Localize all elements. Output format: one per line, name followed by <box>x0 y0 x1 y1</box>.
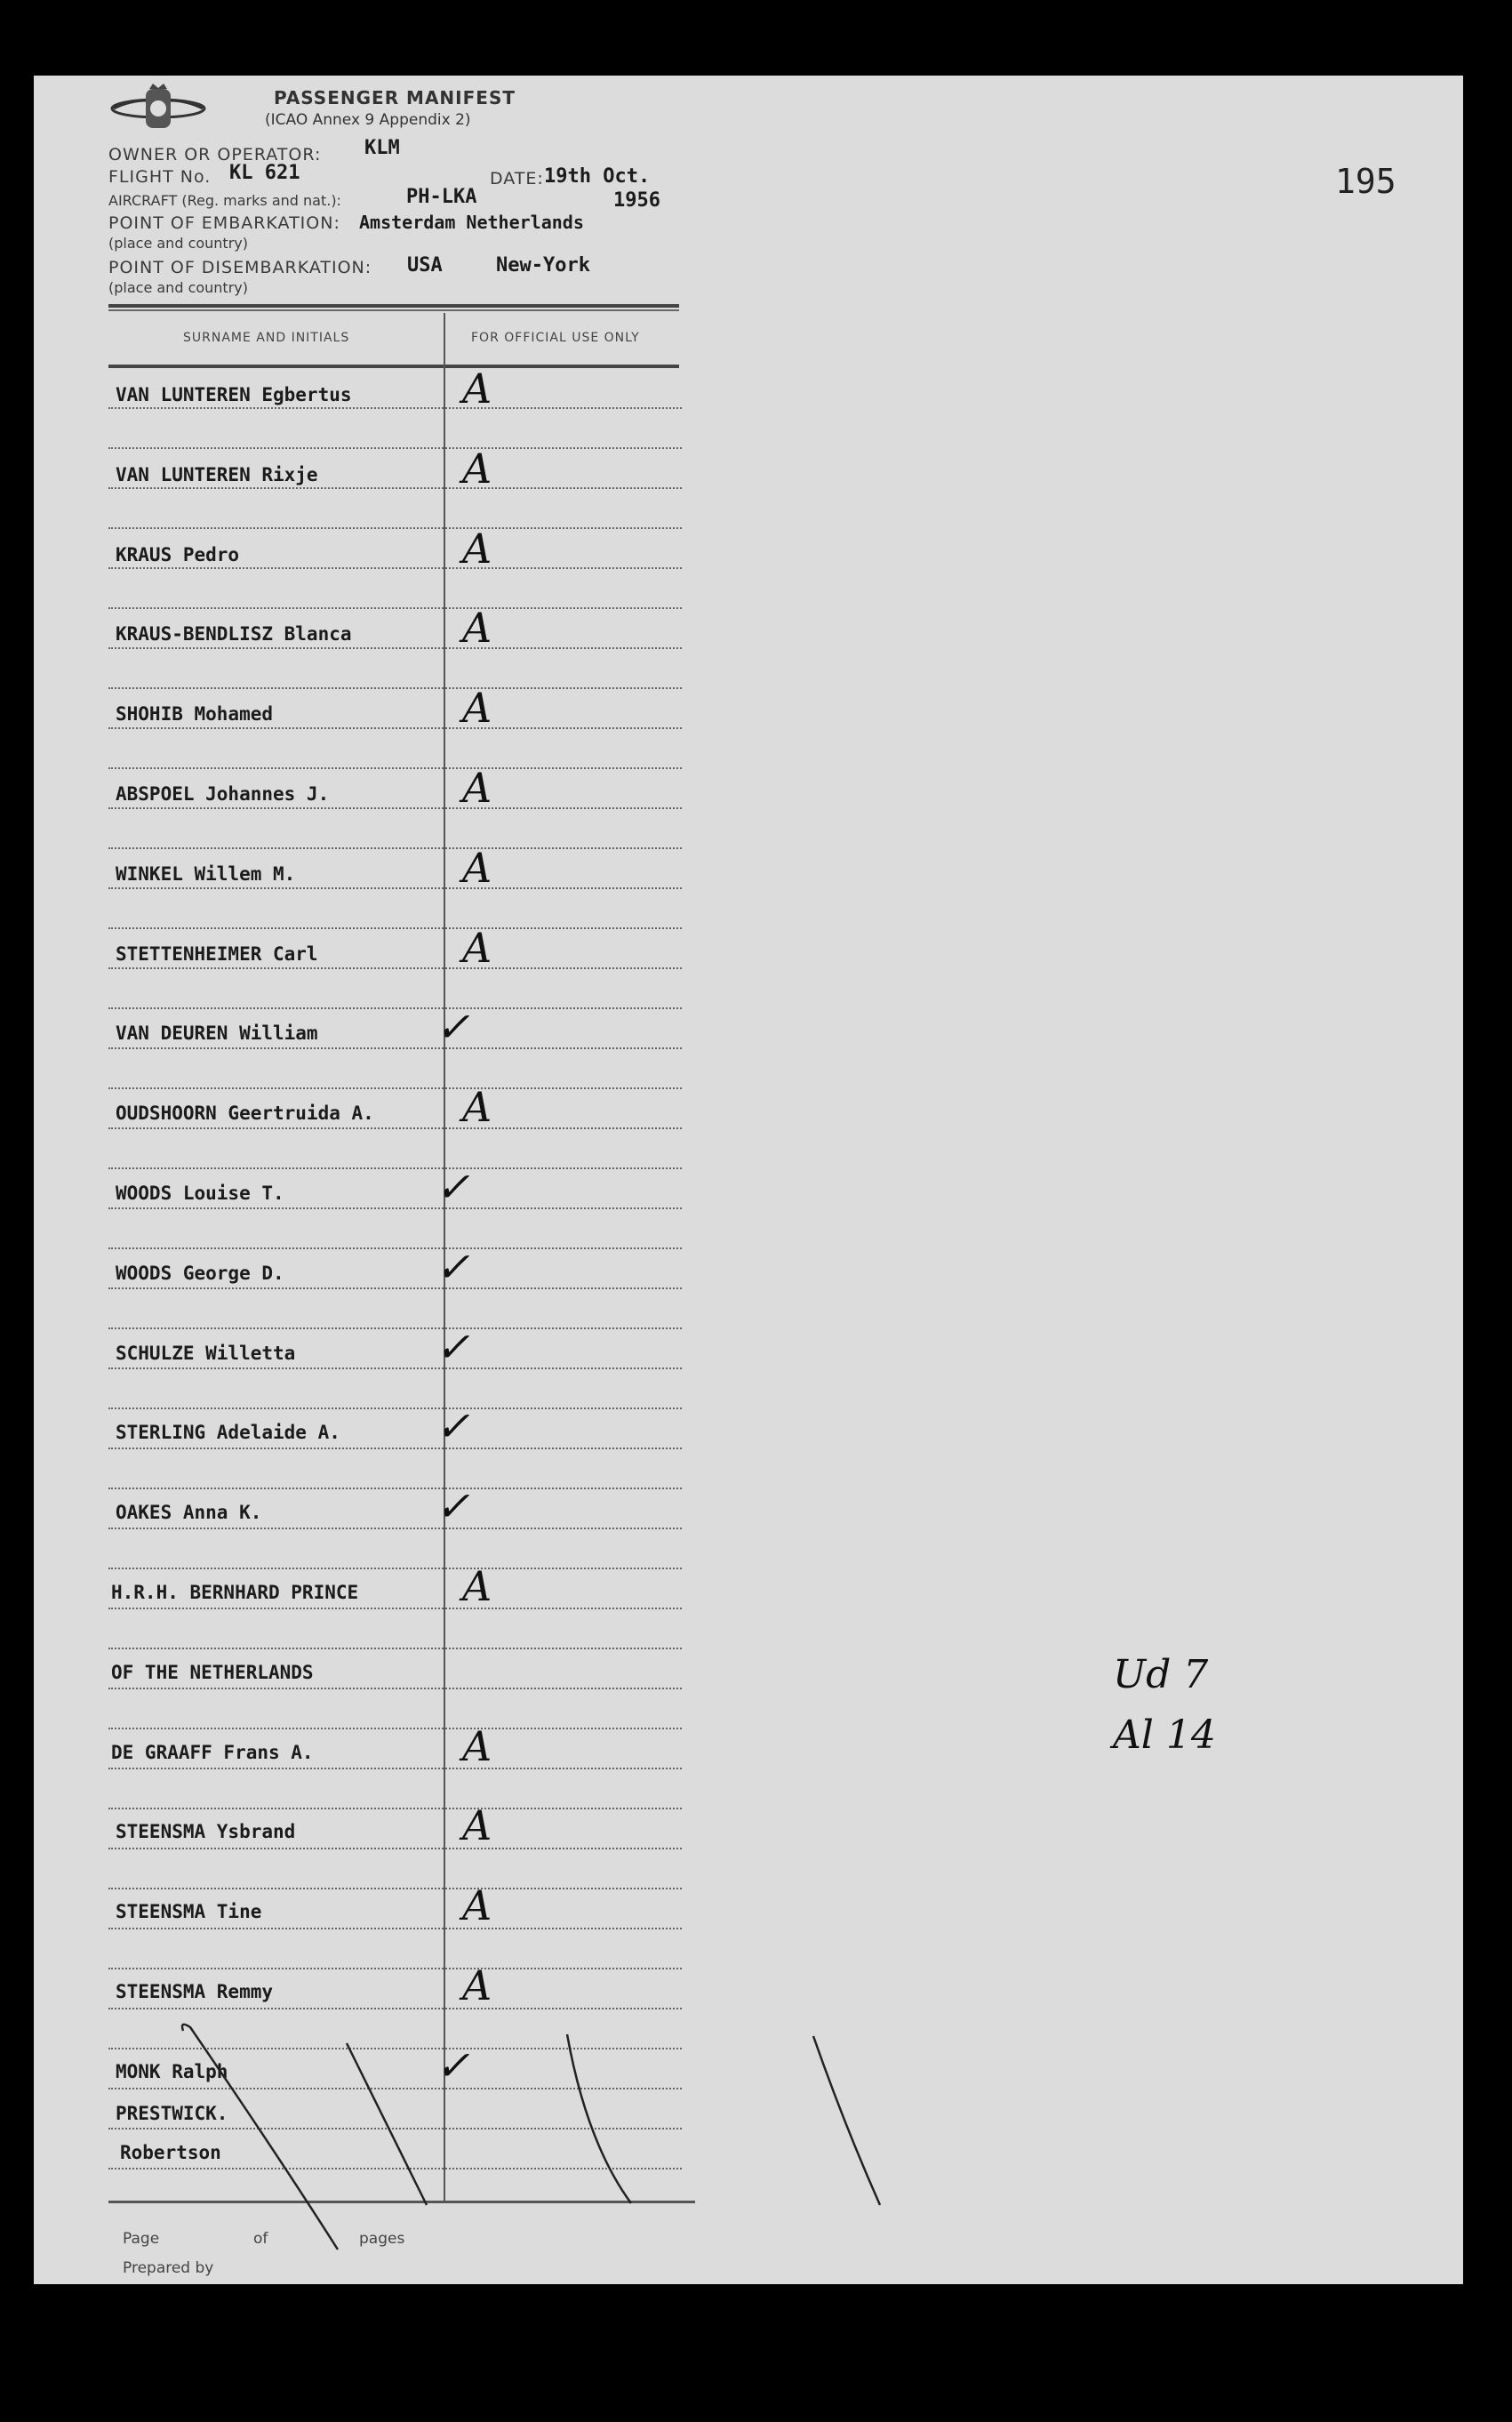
footer-page-label: Page <box>123 2230 160 2248</box>
passenger-row <box>0 1562 711 1635</box>
transit-name: Robertson <box>120 2142 221 2163</box>
row-rule <box>108 1488 682 1489</box>
row-rule <box>108 847 682 849</box>
official-check-mark: ✓ <box>436 1323 470 1371</box>
footer-of-label: of <box>253 2230 268 2248</box>
official-check-mark: ✓ <box>436 1482 470 1530</box>
passenger-name: DE GRAAFF Frans A. <box>111 1742 314 1763</box>
passenger-row <box>0 924 711 997</box>
row-rule <box>108 927 682 929</box>
passenger-name: WOODS George D. <box>116 1263 284 1284</box>
passenger-name: STEENSMA Ysbrand <box>116 1821 296 1842</box>
passenger-name: WINKEL Willem M. <box>116 863 296 885</box>
row-rule <box>108 1007 682 1009</box>
passenger-name: VAN LUNTEREN Egbertus <box>116 384 352 405</box>
tally-line-2: Al 14 <box>1113 1712 1216 1758</box>
row-rule <box>108 607 682 609</box>
date-label: DATE: <box>490 169 544 188</box>
official-check-mark: ✓ <box>436 1243 470 1291</box>
table-top-rule <box>108 304 679 308</box>
disembark-city: New-York <box>496 254 590 277</box>
aircraft-value: PH-LKA <box>406 186 477 208</box>
passenger-row <box>0 684 711 757</box>
passenger-name: KRAUS Pedro <box>116 544 240 565</box>
row-rule <box>108 527 682 529</box>
table-top-rule-thin <box>108 309 679 311</box>
official-mark: A <box>462 365 492 413</box>
passenger-row <box>0 1083 711 1156</box>
row-rule <box>108 1247 682 1249</box>
passenger-row <box>0 1243 711 1316</box>
official-mark: A <box>462 604 492 652</box>
column-header-official: FOR OFFICIAL USE ONLY <box>471 331 640 345</box>
disembark-country: USA <box>407 254 443 277</box>
row-rule <box>108 1728 682 1729</box>
passenger-name: VAN DEUREN William <box>116 1023 318 1044</box>
row-rule <box>108 447 682 449</box>
passenger-name: STEENSMA Remmy <box>116 1981 274 2002</box>
passenger-name: ABSPOEL Johannes J. <box>116 783 330 805</box>
passenger-name: KRAUS-BENDLISZ Blanca <box>116 623 352 645</box>
footer-prepared-label: Prepared by <box>123 2259 214 2277</box>
aircraft-label: AIRCRAFT (Reg. marks and nat.): <box>108 192 341 209</box>
row-rule <box>108 1167 682 1169</box>
passenger-row <box>0 1003 711 1076</box>
column-header-surname: SURNAME AND INITIALS <box>183 331 350 345</box>
passenger-name: OUDSHOORN Geertruida A. <box>116 1103 374 1124</box>
official-check-mark: ✓ <box>436 1003 470 1051</box>
passenger-name: H.R.H. BERNHARD PRINCE <box>111 1582 359 1603</box>
row-rule <box>108 1808 682 1809</box>
passenger-name: MONK Ralph <box>116 2061 228 2082</box>
embark-value: Amsterdam Netherlands <box>359 212 584 233</box>
klm-crown-emblem-icon <box>108 82 208 135</box>
official-mark: A <box>462 525 492 573</box>
official-mark: A <box>462 1722 492 1770</box>
passenger-name: OAKES Anna K. <box>116 1502 262 1523</box>
embark-label: POINT OF EMBARKATION: <box>108 213 340 233</box>
passenger-row <box>0 764 711 837</box>
official-mark: A <box>462 1083 492 1131</box>
passenger-name: STEENSMA Tine <box>116 1901 262 1922</box>
passenger-name: WOODS Louise T. <box>116 1183 284 1204</box>
row-rule <box>108 1327 682 1329</box>
disembark-label: POINT OF DISEMBARKATION: <box>108 258 372 277</box>
official-check-mark: ✓ <box>436 1402 470 1450</box>
row-rule <box>108 1888 682 1889</box>
owner-label: OWNER OR OPERATOR: <box>108 145 322 164</box>
row-rule <box>108 1568 682 1569</box>
passenger-name: SCHULZE Willetta <box>116 1343 296 1364</box>
passenger-name: OF THE NETHERLANDS <box>111 1662 314 1683</box>
footer-pages-label: pages <box>359 2230 405 2248</box>
row-rule <box>108 767 682 769</box>
official-mark: A <box>462 1562 492 1610</box>
official-mark: A <box>462 1801 492 1849</box>
row-rule <box>108 1968 682 1969</box>
official-mark: A <box>462 844 492 892</box>
passenger-row <box>0 1163 711 1236</box>
official-mark: A <box>462 445 492 493</box>
disembark-subcaption: (place and country) <box>108 279 248 296</box>
flight-value: KL 621 <box>229 162 300 184</box>
manifest-subtitle: (ICAO Annex 9 Appendix 2) <box>265 111 471 129</box>
cancellation-strokes <box>169 2018 898 2258</box>
passenger-row <box>0 844 711 917</box>
passenger-row <box>0 604 711 677</box>
owner-value: KLM <box>364 137 400 159</box>
passenger-row <box>0 1482 711 1555</box>
passenger-name: STERLING Adelaide A. <box>116 1422 340 1443</box>
passenger-row <box>0 1402 711 1475</box>
year-value: 1956 <box>613 189 660 212</box>
passenger-name: STETTENHEIMER Carl <box>116 943 318 965</box>
passenger-row <box>0 1662 711 1715</box>
row-rule <box>108 687 682 689</box>
passenger-row <box>0 1323 711 1396</box>
passenger-row <box>0 1801 711 1874</box>
row-rule <box>108 1407 682 1409</box>
date-value: 19th Oct. <box>544 165 651 188</box>
official-mark: A <box>462 924 492 972</box>
tally-line-1: Ud 7 <box>1113 1652 1209 1697</box>
passenger-name: SHOHIB Mohamed <box>116 703 274 725</box>
passenger-row <box>0 445 711 517</box>
official-mark: A <box>462 1961 492 2009</box>
passenger-row <box>0 525 711 597</box>
passenger-row <box>0 1722 711 1795</box>
passenger-name: VAN LUNTEREN Rixje <box>116 464 318 485</box>
passenger-row <box>0 1881 711 1954</box>
embark-subcaption: (place and country) <box>108 235 248 252</box>
official-mark: A <box>462 1881 492 1929</box>
official-check-mark: ✓ <box>436 1163 470 1211</box>
row-rule <box>108 1087 682 1089</box>
page-number: 195 <box>1335 162 1396 201</box>
manifest-title: PASSENGER MANIFEST <box>274 87 516 108</box>
flight-label: FLIGHT No. <box>108 167 212 187</box>
official-mark: A <box>462 764 492 812</box>
official-mark: A <box>462 684 492 732</box>
official-check-mark: ✓ <box>436 2041 470 2089</box>
passenger-row <box>0 365 711 437</box>
transit-station: PRESTWICK. <box>116 2103 228 2124</box>
table-header-rule <box>108 365 679 368</box>
row-rule <box>108 1648 682 1649</box>
